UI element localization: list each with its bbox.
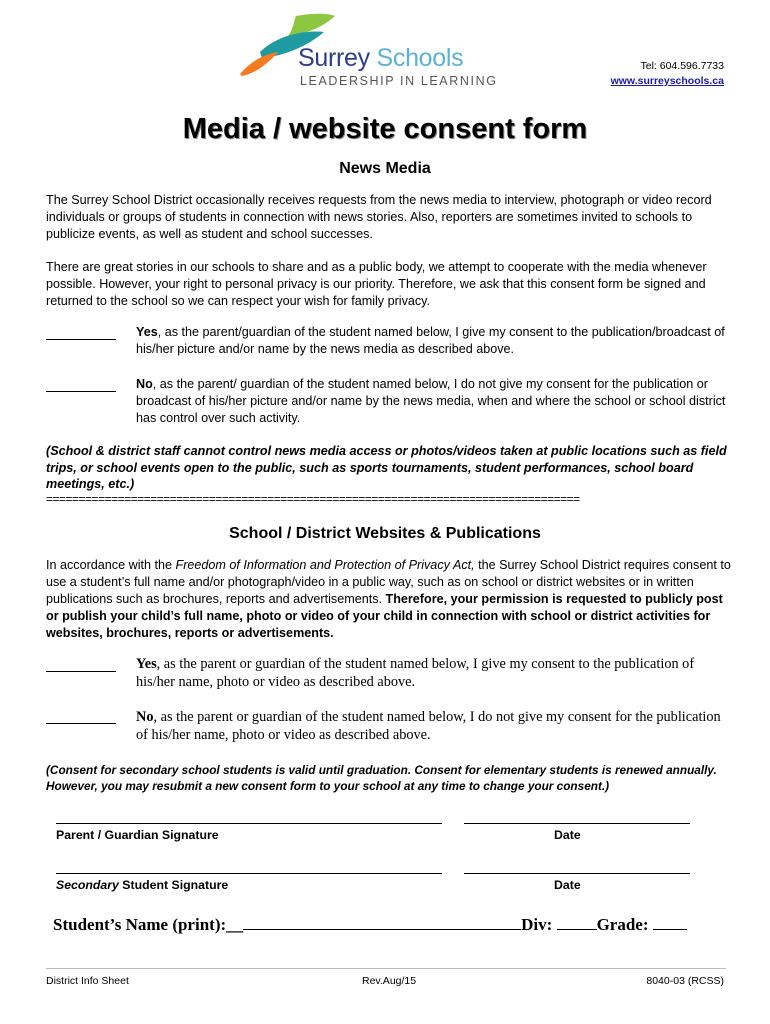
div-label: Div: bbox=[521, 915, 557, 934]
parent-date-label: Date bbox=[554, 828, 581, 842]
news-media-no-option: No, as the parent/ guardian of the student named below, I do not give my consent for the publication or broadcast of his/her picture and/or name by the news media, when and where the school or school district has control over such activity. bbox=[136, 377, 726, 425]
div-field[interactable] bbox=[557, 914, 597, 930]
news-media-para-1: The Surrey School District occasionally receives requests from the news media to interview, photograph or video record individuals or groups of students in connection with news stories. Also, reporters are sometimes invited to schools to publicize events, as well as student and school successes. bbox=[46, 193, 712, 241]
news-media-para-2: There are great stories in our schools to share and as a public body, we attempt to cooperate with the media whenever possible. However, your right to personal privacy is our priority. Therefore, we ask that this consent form be signed and returned to the school so we can respect your wish for family privacy. bbox=[46, 260, 707, 308]
parent-date-line[interactable] bbox=[464, 823, 690, 824]
student-name-label: Student’s Name (print):__ bbox=[53, 915, 244, 934]
news-media-no-blank[interactable] bbox=[46, 379, 116, 392]
websites-note: (Consent for secondary school students is valid until graduation. Consent for elementary students is renewed annually. However, you may resubmit a new consent form to your school at any time to change your consent.) bbox=[46, 763, 717, 793]
website-link[interactable]: www.surreyschools.ca bbox=[610, 75, 724, 87]
footer-left: District Info Sheet bbox=[46, 975, 129, 987]
websites-yes-blank[interactable] bbox=[46, 659, 116, 672]
grade-field[interactable] bbox=[653, 914, 687, 930]
footer-divider bbox=[46, 968, 726, 969]
footer-right: 8040-03 (RCSS) bbox=[646, 975, 724, 987]
news-media-note: (School & district staff cannot control news media access or photos/videos taken at public locations such as field trips, or school events open to the public, such as sports tournaments, student performances, school board meetings, etc.) bbox=[46, 444, 727, 491]
news-media-yes-blank[interactable] bbox=[46, 327, 116, 340]
student-date-line[interactable] bbox=[464, 873, 690, 874]
logo-tagline: LEADERSHIP IN LEARNING bbox=[300, 74, 498, 88]
websites-heading: School / District Websites & Publications bbox=[229, 525, 541, 542]
news-media-yes-option: Yes, as the parent/guardian of the student named below, I give my consent to the publication/broadcast of his/her picture and/or name by the news media as described above. bbox=[136, 325, 725, 356]
student-date-label: Date bbox=[554, 878, 581, 892]
parent-signature-line[interactable] bbox=[56, 823, 442, 824]
section-separator: ================================================================================== bbox=[46, 493, 580, 505]
grade-label: Grade: bbox=[596, 915, 653, 934]
websites-no-option: No, as the parent or guardian of the student named below, I do not give my consent for the publication of his/her name, photo or video as described above. bbox=[136, 709, 721, 743]
student-name-row bbox=[53, 914, 687, 935]
phone-number: Tel: 604.596.7733 bbox=[640, 60, 724, 72]
footer-center: Rev.Aug/15 bbox=[362, 975, 417, 987]
logo-wordmark: Surrey Schools bbox=[298, 44, 464, 72]
websites-no-blank[interactable] bbox=[46, 711, 116, 724]
news-media-heading: News Media bbox=[339, 160, 431, 177]
parent-signature-label: Parent / Guardian Signature bbox=[56, 828, 219, 842]
contact-info bbox=[611, 59, 724, 89]
student-name-field[interactable] bbox=[243, 914, 521, 930]
student-signature-line[interactable] bbox=[56, 873, 442, 874]
surrey-schools-logo bbox=[238, 12, 518, 92]
student-signature-label: Secondary Student Signature bbox=[56, 878, 229, 892]
websites-yes-option: Yes, as the parent or guardian of the student named below, I give my consent to the publication of his/her name, photo or video as described above. bbox=[136, 656, 695, 690]
websites-intro: In accordance with the Freedom of Information and Protection of Privacy Act, the Surrey School District requires consent to use a student’s full name and/or photograph/video in a public way, such as on school or district websites or in written publications such as brochures, reports and advertisements. Therefore, your permission is requested to publicly post or publish your child’s full name, photo or video of your child in connection with school or district activities for websites, brochures, reports or advertisements. bbox=[46, 558, 731, 640]
page-title: Media / website consent form bbox=[182, 113, 588, 145]
